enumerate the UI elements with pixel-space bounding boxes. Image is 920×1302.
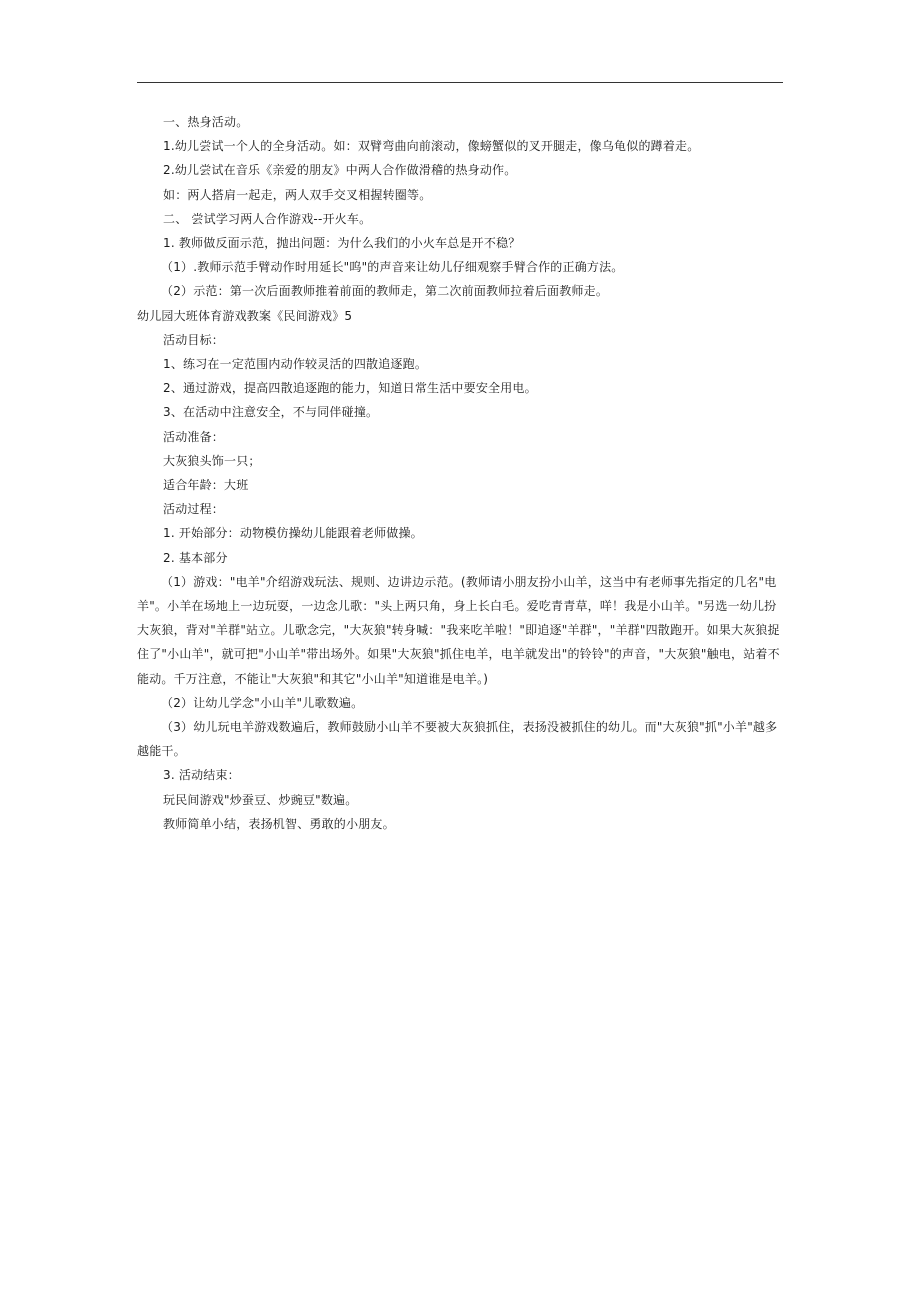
paragraph: 1.幼儿尝试一个人的全身活动。如：双臂弯曲向前滚动，像螃蟹似的叉开腿走，像乌龟似的蹲着走。 xyxy=(163,139,700,154)
document-body xyxy=(137,110,783,836)
paragraph: 3. 活动结束： xyxy=(163,768,240,783)
paragraph: 活动目标： xyxy=(163,332,225,347)
paragraph: 玩民间游戏"炒蚕豆、炒豌豆"数遍。 xyxy=(163,792,358,807)
paragraph: 一、热身活动。 xyxy=(163,115,249,129)
paragraph: 二、 尝试学习两人合作游戏--开火车。 xyxy=(163,211,372,226)
paragraph: （3）幼儿玩电羊游戏数遍后，教师鼓励小山羊不要被大灰狼抓住，表扬没被抓住的幼儿。而"大灰狼"抓"小羊"越多越能干。 xyxy=(137,720,778,759)
paragraph: （2）让幼儿学念"小山羊"儿歌数遍。 xyxy=(161,695,364,710)
paragraph: 1. 开始部分：动物模仿操幼儿能跟着老师做操。 xyxy=(163,526,423,541)
paragraph: （2）示范：第一次后面教师推着前面的教师走，第二次前面教师拉着后面教师走。 xyxy=(161,284,609,299)
paragraph: 2. 基本部分 xyxy=(163,550,228,565)
paragraph: 大灰狼头饰一只； xyxy=(163,453,261,468)
paragraph: （1）.教师示范手臂动作时用延长"呜"的声音来让幼儿仔细观察手臂合作的正确方法。 xyxy=(161,260,624,275)
paragraph: 适合年龄：大班 xyxy=(163,478,249,493)
header-rule xyxy=(137,82,783,83)
paragraph: 活动准备： xyxy=(163,429,225,444)
paragraph: 如：两人搭肩一起走，两人双手交叉相握转圈等。 xyxy=(163,187,432,202)
paragraph: 3、在活动中注意安全，不与同伴碰撞。 xyxy=(163,405,379,420)
paragraph: 1. 教师做反面示范，抛出问题：为什么我们的小火车总是开不稳？ xyxy=(163,236,521,251)
paragraph: 活动过程： xyxy=(163,502,225,517)
paragraph: 教师简单小结，表扬机智、勇敢的小朋友。 xyxy=(163,816,395,831)
paragraph: 2.幼儿尝试在音乐《亲爱的朋友》中两人合作做滑稽的热身动作。 xyxy=(163,163,517,178)
paragraph: 1、练习在一定范围内动作较灵活的四散追逐跑。 xyxy=(163,357,428,372)
section-title: 幼儿园大班体育游戏教案《民间游戏》5 xyxy=(137,308,353,323)
paragraph: 2、通过游戏，提高四散追逐跑的能力，知道日常生活中要安全用电。 xyxy=(163,381,537,396)
paragraph: （1）游戏："电羊"介绍游戏玩法、规则、边讲边示范。(教师请小朋友扮小山羊，这当中有老师事先指定的几名"电羊"。小羊在场地上一边玩耍，一边念儿歌："头上两只角，身上长白毛。爱吃青青草，咩！我是小山羊。"另选一幼儿扮大灰狼，背对"羊群"站立。儿歌念完，"大灰狼"转身喊："我来吃羊啦！"即追逐"羊群"，"羊群"四散跑开。如果大灰狼捉住了"小山羊"，就可把"小山羊"带出场外。如果"大灰狼"抓住电羊，电羊就发出"的铃铃"的声音，"大灰狼"触电，站着不能动。千万注意，不能让"大灰狼"和其它"小山羊"知道谁是电羊。) xyxy=(137,574,780,686)
